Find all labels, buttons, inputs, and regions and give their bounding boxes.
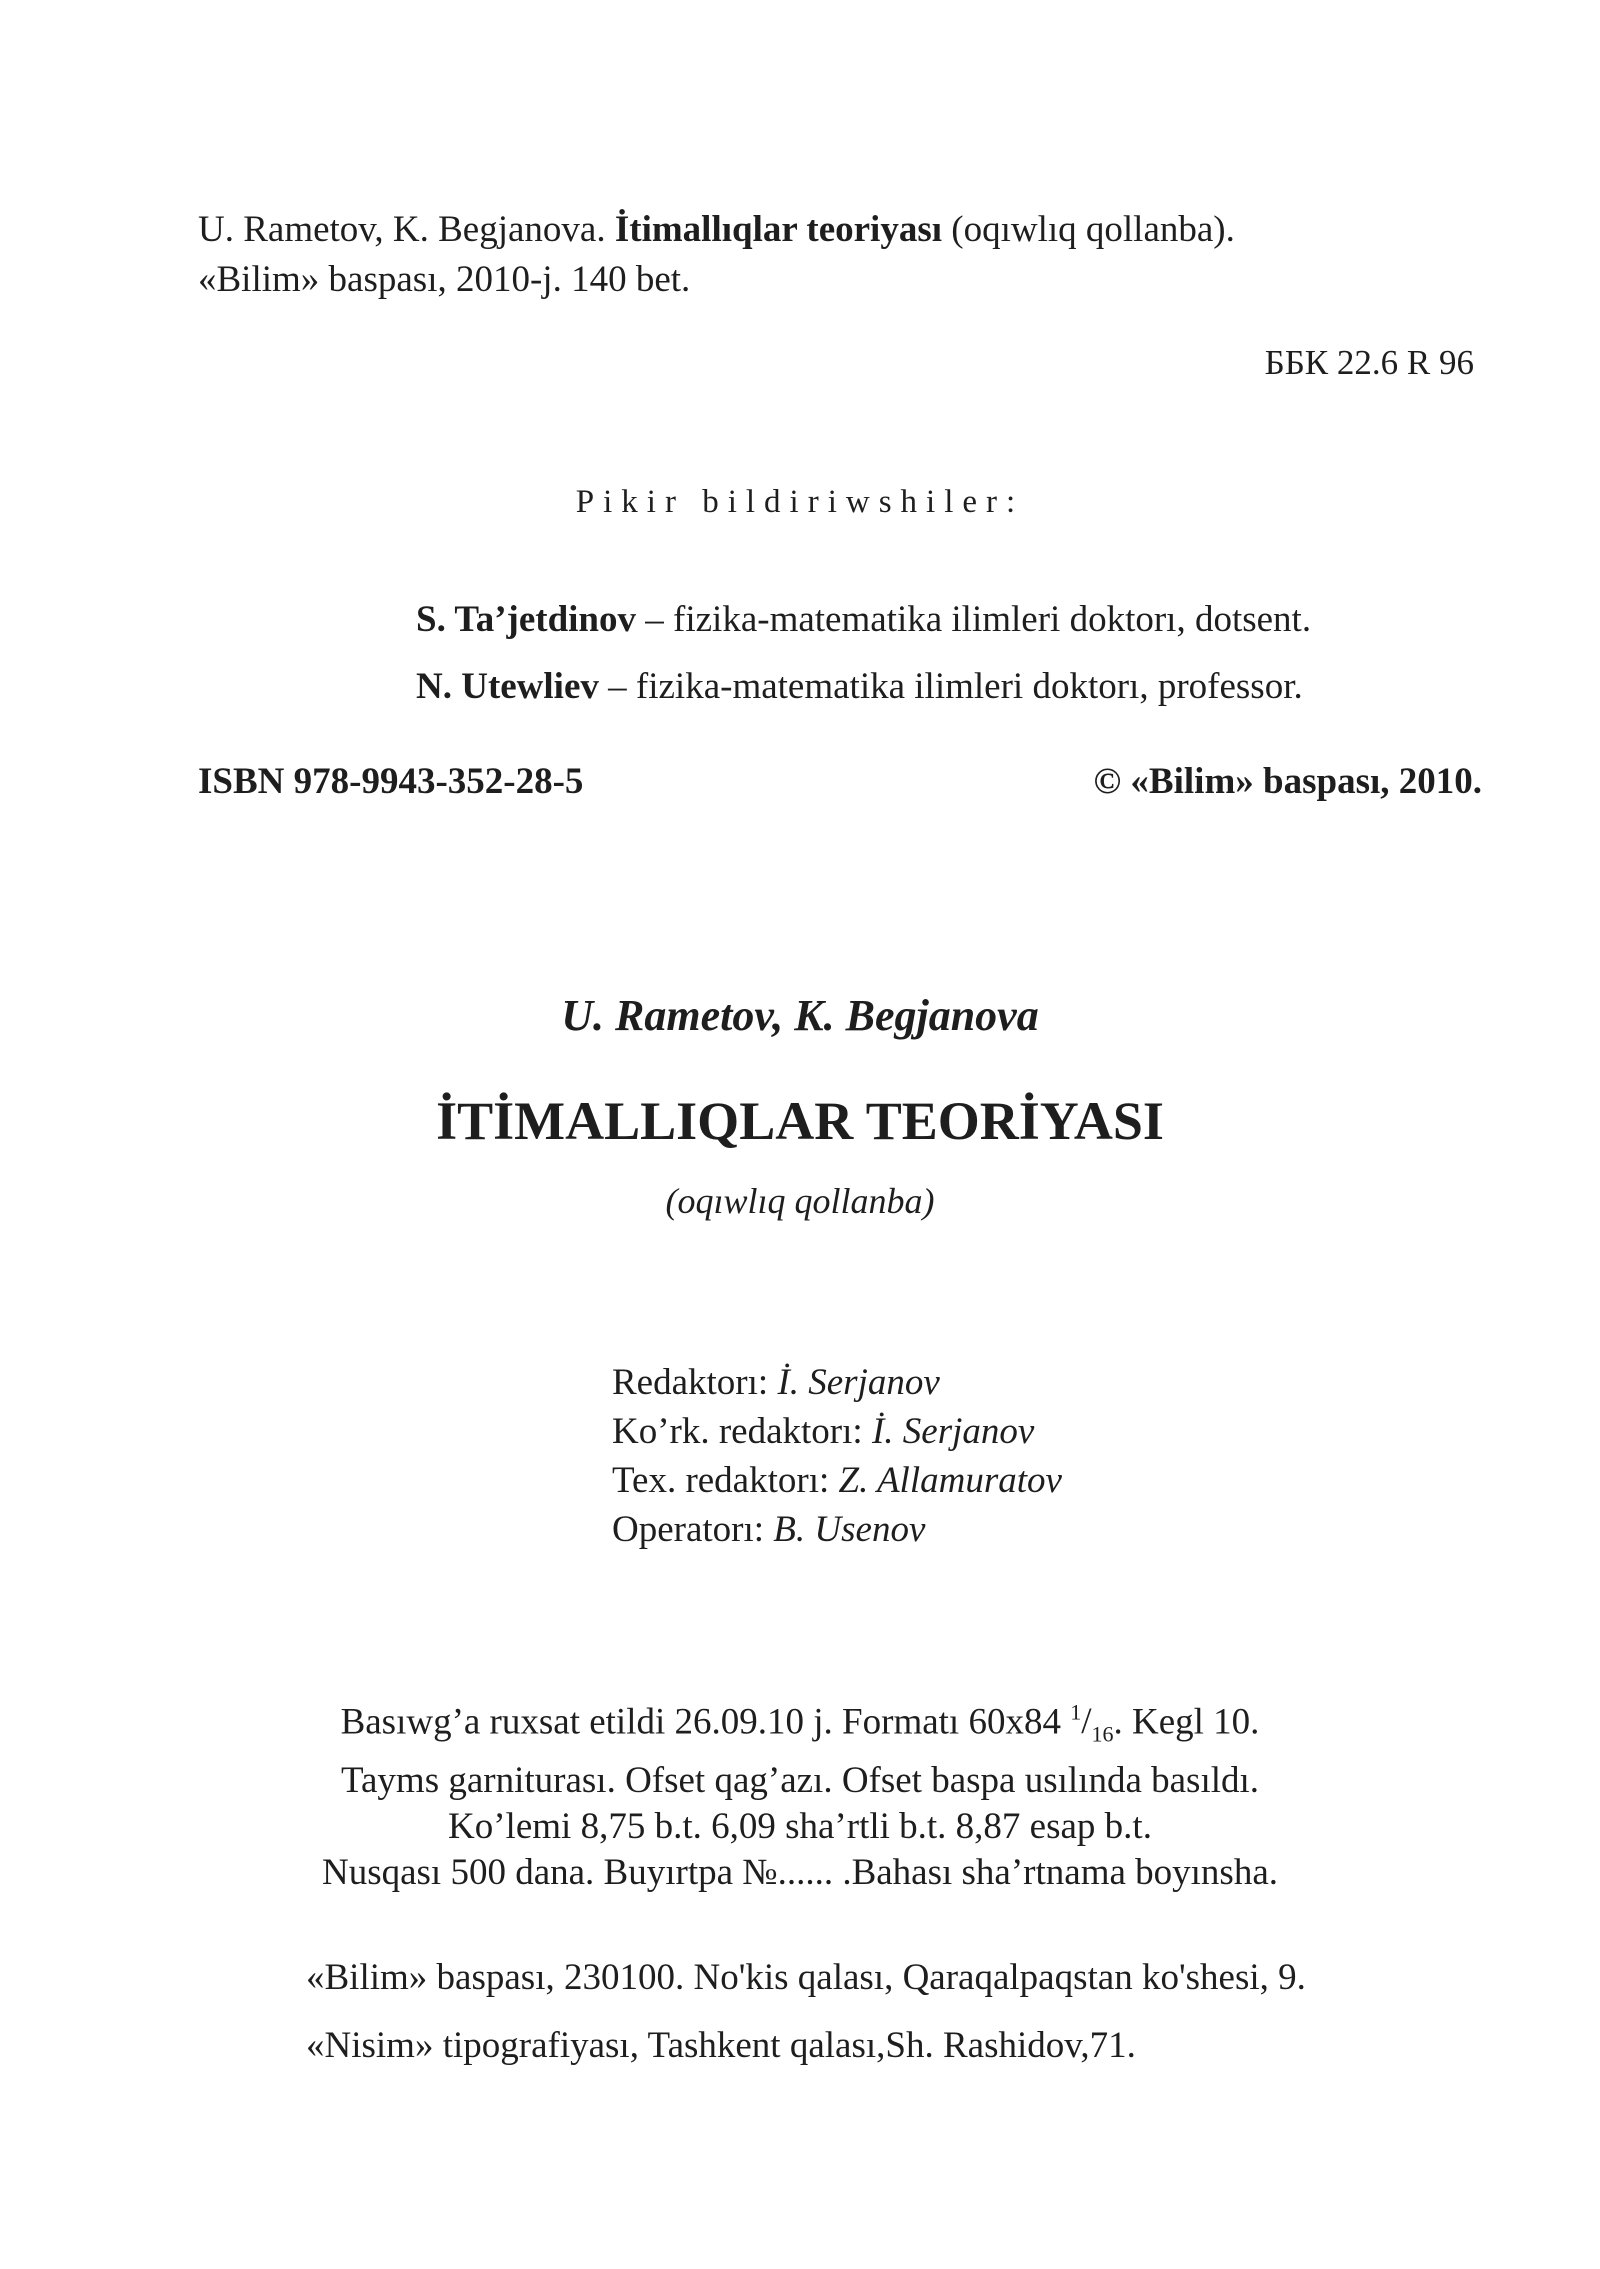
imprint-line-4: Nusqası 500 dana. Buyırtpa №...... .Bahası sha’rtnama boyınsha. xyxy=(321,1851,1279,1893)
imprint-line-2: Tayms garniturası. Ofset qag’azı. Ofset baspa usılında basıldı. xyxy=(340,1759,1260,1801)
credit-editor: Redaktorı: İ. Serjanov xyxy=(612,1362,940,1403)
credit-art-editor: Ko’rk. redaktorı: İ. Serjanov xyxy=(612,1411,1035,1452)
format-fraction: $^1/_{16}$ xyxy=(1070,1700,1114,1747)
reviewer-name: N. Utewliev xyxy=(416,666,599,707)
citation xyxy=(198,205,1235,305)
credits xyxy=(612,1358,1062,1554)
imprint-line-3: Ko’lemi 8,75 b.t. 6,09 sha’rtli b.t. 8,87 esap b.t. xyxy=(448,1805,1152,1847)
authors: U. Rametov, K. Begjanova xyxy=(561,991,1039,1040)
reviewer-1 xyxy=(416,598,1311,641)
reviewers-heading: Pikir bildiriwshiler: xyxy=(575,484,1025,520)
imprint-line-1: Basıwg’a ruxsat etildi 26.09.10 j. Formatı 60x84 $^1/_{16}$. Kegl 10. xyxy=(340,1700,1260,1747)
isbn: ISBN 978-9943-352-28-5 xyxy=(198,761,584,802)
reviewer-2 xyxy=(416,665,1303,708)
copyright: © «Bilim» baspası, 2010. xyxy=(1093,761,1482,802)
addresses xyxy=(306,1944,1306,2080)
reviewer-name: S. Ta’jetdinov xyxy=(416,599,637,640)
citation-line-1: U. Rametov, K. Begjanova. İtimallıqlar teoriyası (oqıwlıq qollanba). xyxy=(198,209,1235,250)
imprint xyxy=(0,1690,1600,1896)
credit-operator: Operatorı: B. Usenov xyxy=(612,1509,926,1550)
citation-title: İtimallıqlar teoriyası xyxy=(614,209,943,250)
printer-address: «Nisim» tipografiyası, Tashkent qalası,Sh. Rashidov,71. xyxy=(306,2025,1136,2066)
reviewer-desc: – fizika-matematika ilimleri doktorı, dotsent. xyxy=(636,599,1312,640)
book-subtitle: (oqıwlıq qollanba) xyxy=(665,1181,935,1221)
bbk-code: ББК 22.6 R 96 xyxy=(1264,343,1474,382)
reviewer-desc: – fizika-matematika ilimleri doktorı, professor. xyxy=(598,666,1303,707)
citation-line-2: «Bilim» baspası, 2010-j. 140 bet. xyxy=(198,259,691,300)
publisher-address: «Bilim» baspası, 230100. No'kis qalası, Qaraqalpaqstan ko'shesi, 9. xyxy=(306,1957,1306,1998)
book-title: İTİMALLIQLAR TEORİYASI xyxy=(436,1091,1164,1151)
credit-tech-editor: Tex. redaktorı: Z. Allamuratov xyxy=(612,1460,1062,1501)
